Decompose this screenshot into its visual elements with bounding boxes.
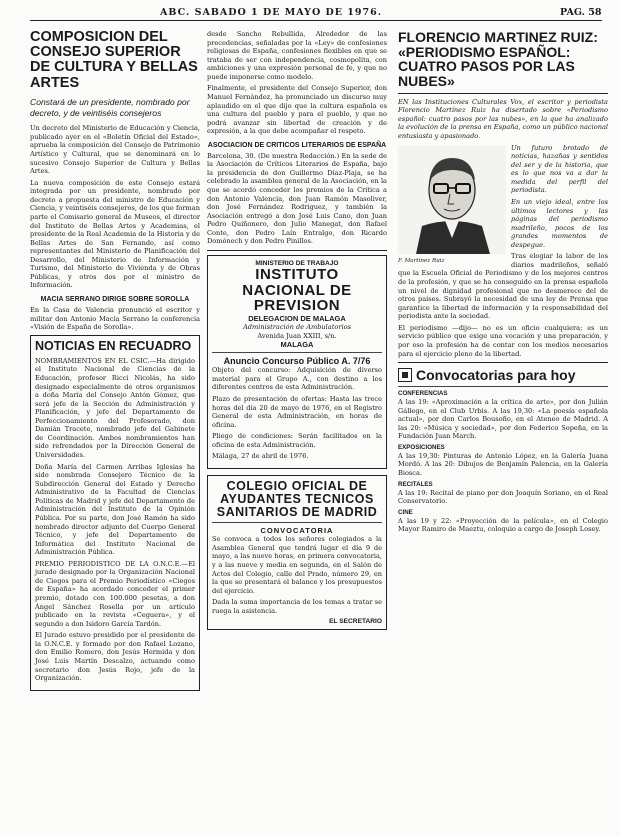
header-page-number: PAG. 58 <box>560 7 602 18</box>
section-label: RECITALES <box>398 480 433 488</box>
headline-consejo: COMPOSICION DEL CONSEJO SUPERIOR DE CULTURA Y BELLAS ARTES <box>30 30 198 91</box>
section-text: A las 19,30: Pinturas de Antonio López, en la Galería Juana Mordó. A las 20: Dibujos de Benjamín Palencia, en la Galería Biosca. <box>398 451 608 477</box>
ad-paragraph: Pliego de condiciones: Serán facilitados en la oficina de esta Administración. <box>212 432 382 449</box>
ad-colegio-signature: EL SECRETARIO <box>329 618 382 626</box>
paragraph: Tras elogiar la labor de los diarios madrileños, señaló que la Escuela Oficial de Periodismo y de los mejores centros de la profesión, y que se ha conseguido en la prensa española un nivel de dignidad profesional que no desmerece del de otros países. Subrayó la necesidad de una ley de Prensa que garantice la libertad de información y la responsabilidad del periodista ante la sociedad. <box>398 252 608 321</box>
headline-martinez-ruiz: FLORENCIO MARTINEZ RUIZ: «PERIODISMO ESPAÑOL: CUATRO PASOS POR LAS NUBES» <box>398 30 598 90</box>
page-header <box>0 0 620 22</box>
paragraph: En la Casa de Valencia pronunció el escritor y militar don Antonio Macía Serrano la conferencia «Visión de España de Sorolla». <box>30 306 200 332</box>
header-masthead: ABC. SABADO 1 DE MAYO DE 1976. <box>160 7 383 18</box>
section-text: A las 19: «Aproximación a la crítica de arte», por don Julián Gállego, en el Club Urbis. A las 19,30: «La poesía española actual», por don Carlos Bousoño, en el Ateneo de Madrid. A las 20: «Música y sociedad», por don Federico Sopeña, en la Fundación Juan March. <box>398 398 608 441</box>
ad-paragraph: Objeto del concurso: Adquisición de diverso material para el Grupo A., con destino a los diferentes centros de esta Administración. <box>212 366 382 392</box>
portrait-illustration <box>398 146 506 254</box>
ad-paragraph: Se convoca a todos los señores colegiados a la Asamblea General que tendrá lugar el día 9 de mayo, a las nueve horas, en primera convocatoria, y a las nueve y media en segunda, en el Salón de Actos del Colegio, calle del Prado, número 29, en la que se presentará el balance y los presupuestos del ejercicio. <box>212 535 382 595</box>
subheading-criticos: ASOCIACION DE CRITICOS LITERARIOS DE ESPAÑA <box>207 141 387 149</box>
ad-date: Málaga, 27 de abril de 1976. <box>212 452 309 461</box>
ad-institute-name: INSTITUTO NACIONAL DE PREVISION <box>242 265 352 315</box>
ad-address: Avenida Juan XXIII, s/n. <box>257 331 337 340</box>
convocatorias-heading <box>398 367 608 383</box>
paragraph: El periodismo —dijo— no es un oficio cualquiera; es un servicio público que exige una vocación y una preparación, y por eso la profesión ha de contar con los medios necesarios para el ejercicio pleno de la libertad. <box>398 323 608 358</box>
portrait-caption: F. Martínez Ruiz <box>398 257 445 264</box>
paragraph: Finalmente, el presidente del Consejo Superior, don Manuel Fernández, ha pronunciado un discurso muy aplaudido en el que dijo que la cultura española es una cultura del pueblo y para el pueblo, y que no podrá avanzar sin libertad de creación y de expresión, a la que debe acompañar el respeto. <box>207 84 387 136</box>
divider <box>212 522 382 523</box>
ad-colegio-ats <box>207 475 387 630</box>
ad-delegation: DELEGACION DE MALAGA <box>248 314 346 324</box>
ad-paragraph: Plazo de presentación de ofertas: Hasta las trece horas del día 20 de mayo de 1976, en el Registro General de esta Administración, en horas de oficina. <box>212 395 382 429</box>
paragraph: La nueva composición de este Consejo estará integrada por un presidente, nombrado por decreto a propuesta del ministro de Educación y Ciencia, y veintiséis consejeros, de los que forman parte el Comisario general de Museos, el director del Instituto de Bellas Artes y Academias, el presidente de la Real Academia de la Historia y de Bellas Artes de San Fernando, así como representantes del Ministerio de Planificación del Desarrollo, del Ministerio de Información y Turismo, del Ministerio de Vivienda y de Obras Públicas, y otros dos por el ministro de Información. <box>30 178 200 290</box>
section-text: A las 19: Recital de piano por don Joaquín Soriano, en el Real Conservatorio. <box>398 488 608 506</box>
column-left <box>30 30 200 820</box>
column-right <box>398 30 608 820</box>
intro-text: EN las Instituciones Culturales Vox, el escritor y periodista Florencio Martínez Ruiz ha disertado sobre «Periodismo español: cuatro pasos por las nubes», en la que ha analizado la evolución de la prensa en España, como un público nacional entusiasta y apasionado. <box>398 97 608 140</box>
convocatorias-title: Convocatorias para hoy <box>416 367 576 384</box>
ad-paragraph: Dada la suma importancia de los temas a tratar se ruega la asistencia. <box>212 598 382 615</box>
intro-paragraph <box>398 98 608 141</box>
lead-consejo: Constará de un presidente, nombrado por decreto, y de veintiséis consejeros <box>30 96 190 118</box>
divider <box>207 250 387 251</box>
section-text: A las 19 y 22: «Proyección de la película», en el Colegio Mayor Ramiro de Maeztu, coloquio a cargo de Joseph Losey. <box>398 516 608 534</box>
ad-instituto-prevision <box>207 255 387 469</box>
news-box <box>30 335 200 691</box>
italic-paragraph: Un futuro brotado de noticias, hazañas y sentidos del ser y de la historia, que es lo que nos va a dar la medida del perfil del periodista. <box>511 143 608 195</box>
header-rule <box>30 20 602 21</box>
section-label: EXPOSICIONES <box>398 443 445 451</box>
divider <box>212 352 382 353</box>
italic-paragraph: En un viejo ideal, entre los últimos lectores y las páginas del periodismo madrileño, pocos de los grandes momentos de despegue. <box>511 197 608 249</box>
section-label: CONFERENCIAS <box>398 390 448 398</box>
paragraph: Un decreto del Ministerio de Educación y Ciencia, publicado ayer en el «Boletín Oficial del Estado», aprueba la composición del Consejo de Patrimonio Artístico y Cultural, que se denominará en lo sucesivo Consejo Superior de Cultura y Bellas Artes. <box>30 124 200 176</box>
column-middle <box>207 30 387 820</box>
subheading-macia: MACIA SERRANO DIRIGE SOBRE SOROLLA <box>40 296 190 304</box>
news-box-paragraph: NOMBRAMIENTOS EN EL CSIC.—Ha dirigido el Instituto Nacional de Ciencias de la Educación, profesor Ricci Nicolás, ha sido designado especialmente de otros organismos a doña María del Consejo Antón Gómez, que será jefe de la Sección de Administración y Planificación, y jefe del Departamento de Perfeccionamiento del Profesorado, don Damián Tracete, nombrado jefe del Gabinete de Coordinación. Ambos nombramientos han sido refrendados por la Dirección General de Universidades. <box>35 356 195 460</box>
divider <box>398 93 608 94</box>
ad-colegio-label: CONVOCATORIA <box>260 526 334 536</box>
news-box-paragraph: Doña María del Carmen Arribas Iglesias ha sido nombrada Consejero Técnico de la Subdirección General del Estado y Derecho Administrativo de la Facultad de Ciencias Políticas de Madrid y jefe del Departamento de Administración del Instituto de la Opinión Pública. Por su parte, don José Ramón ha sido nombrado director adjunto del Cuerpo General Técnico, y jefe del Departamento de Informática del Instituto Nacional de Administración Pública. <box>35 462 195 557</box>
ad-administration: Administración de Ambulatorios <box>243 323 351 332</box>
paragraph: desde Sancho Rebullida, Alrededor de las precedencias, señaladas por la «Ley» de confesiones religiosas de España, confesiones flexibles en que se trataba de ser con independencia, cosmopolita, con ambiciones y una expresión personal de fe, y que no puede imponerse como modelo. <box>207 30 387 81</box>
news-box-paragraph: El Jurado estuvo presidido por el presidente de la O.N.C.E. y formado por don Rafael Lozano, don Emilio Romero, don Jesús Hermida y don José Luis Martín Descalzo, actuando como secretario don Jesús Rojo, jefe de la Organización. <box>35 631 195 683</box>
divider <box>398 362 608 363</box>
square-bullet-icon <box>398 368 412 382</box>
news-box-title: NOTICIAS EN RECUADRO <box>35 338 192 353</box>
ad-city: MALAGA <box>280 340 314 350</box>
ad-ministry: MINISTERIO DE TRABAJO <box>255 259 339 267</box>
divider <box>398 386 608 387</box>
news-box-paragraph: PREMIO PERIODISTICO DE LA O.N.C.E.—El jurado designado por la Organización Nacional de Ciegos para el Premio Periodístico «Ciegos de España» ha acordado conceder el primer premio, dotado con 100.000 pesetas, a don Ángel Sánchez Rosella por un artículo publicado en la revista «Ceguera», y el segundo a don Isidoro García Tardón. <box>35 559 195 628</box>
section-label: CINE <box>398 508 413 516</box>
ad-colegio-title: COLEGIO OFICIAL DE AYUDANTES TECNICOS SANITARIOS DE MADRID <box>216 478 378 520</box>
paragraph: Barcelona, 30. (De nuestra Redacción.) En la sede de la Asociación de Críticos Literarios de España, bajo la presidencia de don Guillermo Díaz-Plaja, se ha celebrado la asamblea general de la Asociación, en la que se acordó conceder los premios de la Crítica a don Antonio Valencia, don Juan Ramón Masoliver, don José Fernández Rodríguez, y también la Asociación entregó a don José Luis Cano, don Juan Pedro Quiñonero, don Julio Manegat, don Rafael Conte, don Pedro Laín Entralgo, don Ricardo Doménech y don Pedro Pinillos. <box>207 151 387 246</box>
portrait-photo <box>398 146 506 264</box>
ad-headline: Anuncio Concurso Público A. 7/76 <box>223 356 371 367</box>
